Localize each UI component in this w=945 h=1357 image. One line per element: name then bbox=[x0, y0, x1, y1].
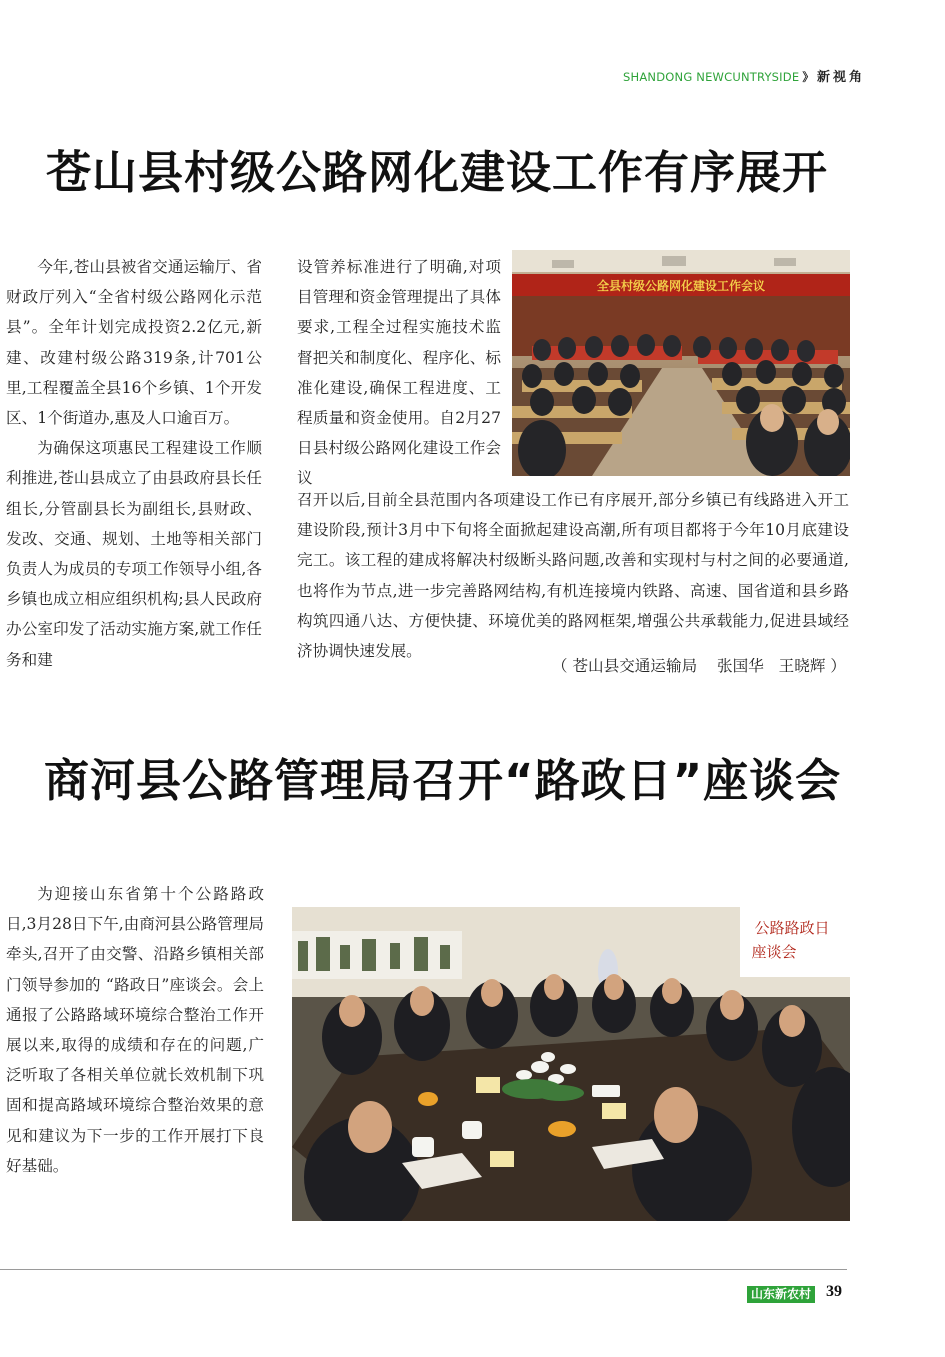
magazine-name-en: SHANDONG NEWCUNTRYSIDE bbox=[623, 70, 800, 84]
footer-divider bbox=[0, 1269, 847, 1270]
page-number: 39 bbox=[826, 1283, 842, 1300]
chevron-icon: 》 bbox=[802, 70, 815, 84]
header-brand bbox=[623, 66, 865, 85]
meeting-photo bbox=[512, 250, 850, 476]
article-column bbox=[6, 879, 264, 1181]
paragraph: 设管养标准进行了明确,对项目管理和资金管理提出了具体要求,工程全过程实施技术监督把关和制度化、程序化、标准化建设,确保工程进度、工程质量和资金使用。自2月27日县村级公路网化建设工作会议 bbox=[297, 258, 501, 488]
byline: （ 苍山县交通运输局 张国华 王晓辉 ） bbox=[551, 657, 846, 675]
section-name: 新视角 bbox=[817, 70, 866, 85]
wall-sign-line: 座谈会 bbox=[751, 943, 797, 961]
wall-sign-line: 公路路政日 bbox=[754, 919, 830, 937]
paragraph: 为确保这项惠民工程建设工作顺利推进,苍山县成立了由县政府县长任组长,分管副县长为副组长,县财政、发改、交通、规划、土地等相关部门负责人为成员的专项工作领导小组,各乡镇也成立相应组织机构;县人民政府办公室印发了活动实施方案,就工作任务和建 bbox=[6, 439, 262, 669]
paragraph: 为迎接山东省第十个公路路政日,3月28日下午,由商河县公路管理局牵头,召开了由交警、沿路乡镇相关部门领导参加的 “路政日”座谈会。会上通报了公路路域环境综合整治工作开展以来,取得的成绩和存在的问题,广泛听取了各相关单位就长效机制下巩固和提高路域环境综合整治效果的意见和建议为下一步的工作开展打下良好基础。 bbox=[6, 885, 264, 1175]
article-title: 商河县公路管理局召开“路政日”座谈会 bbox=[44, 754, 842, 807]
paragraph: 今年,苍山县被省交通运输厅、省财政厅列入“全省村级公路网化示范县”。全年计划完成投资2.2亿元,新建、改建村级公路319条,计701公里,工程覆盖全县16个乡镇、1个开发区、1个街道办,惠及人口逾百万。 bbox=[6, 258, 262, 428]
meeting-photo bbox=[292, 907, 850, 1221]
magazine-logo: 山东新农村 bbox=[747, 1286, 815, 1303]
article-body-wide bbox=[297, 485, 849, 666]
article-title: 苍山县村级公路网化建设工作有序展开 bbox=[46, 146, 829, 199]
article-column bbox=[6, 252, 262, 675]
article-column bbox=[297, 252, 501, 494]
paragraph: 召开以后,目前全县范围内各项建设工作已有序展开,部分乡镇已有线路进入开工建设阶段,预计3月中下旬将全面掀起建设高潮,所有项目都将于今年10月底建设完工。该工程的建成将解决村级断头路问题,改善和实现村与村之间的必要通道,也将作为节点,进一步完善路网结构,有机连接境内铁路、高速、国省道和县乡路构筑四通八达、方便快捷、环境优美的路网框架,增强公共承载能力,促进县域经济协调快速发展。 bbox=[297, 491, 849, 661]
banner-text: 全县村级公路网化建设工作会议 bbox=[596, 279, 766, 293]
